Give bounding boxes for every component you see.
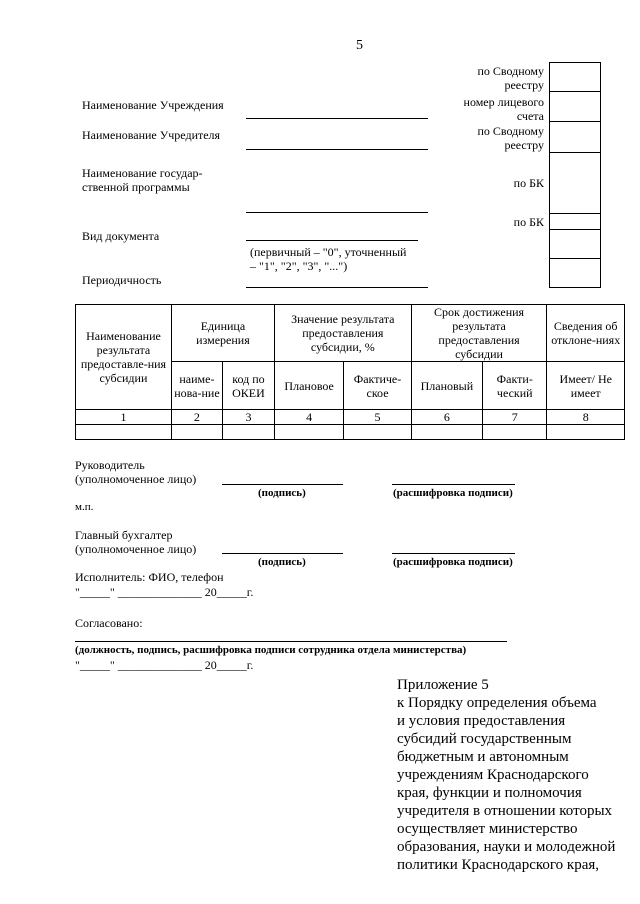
doc-type-label: Вид документа (82, 229, 160, 243)
codes-divider (549, 152, 601, 153)
appendix-title: Приложение 5 (397, 677, 489, 693)
institution-label: Наименование Учреждения (82, 98, 224, 112)
header-term-plan: Плановый (411, 362, 482, 410)
table-cell[interactable] (344, 425, 411, 440)
results-table (75, 304, 625, 440)
codes-column (549, 62, 601, 288)
header-unit-code: код по ОКЕИ (222, 362, 274, 410)
agreed-label: Согласовано: (75, 616, 143, 630)
reestr2-label: по Сводному реестру (477, 124, 544, 152)
signature-caption: (подпись) (258, 487, 306, 499)
codes-divider (549, 121, 601, 122)
header-deviation: Сведения об отклоне-ниях (547, 305, 625, 362)
signature-caption: (подпись) (258, 556, 306, 568)
appendix-line: образования, науки и молодежной (397, 839, 616, 855)
date-line: "_____" ______________ 20_____г. (75, 658, 254, 672)
executor-label: Исполнитель: ФИО, телефон (75, 570, 224, 584)
table-cell[interactable] (222, 425, 274, 440)
table-cell[interactable] (483, 425, 547, 440)
appendix-line: политики Краснодарского края, (397, 857, 600, 873)
header-value-plan: Плановое (274, 362, 343, 410)
column-number: 7 (483, 410, 547, 425)
reestr1-label: по Сводному реестру (477, 64, 544, 92)
column-number: 3 (222, 410, 274, 425)
codes-divider (549, 258, 601, 259)
head-decoding-line (392, 484, 515, 485)
column-number: 4 (274, 410, 343, 425)
accountant-decoding-line (392, 553, 515, 554)
founder-label: Наименование Учредителя (82, 128, 221, 142)
appendix-line: и условия предоставления (397, 713, 566, 729)
founder-line (246, 149, 428, 150)
program-label: Наименование государ- ственной программы (82, 166, 203, 194)
institution-line (246, 118, 428, 119)
appendix-line: учредителя в отношении которых (397, 803, 613, 819)
header-term: Срок достижения результата предоставления субсидии (411, 305, 547, 362)
codes-divider (549, 91, 601, 92)
table-cell[interactable] (274, 425, 343, 440)
agreed-caption: (должность, подпись, расшифровка подписи сотрудника отдела министерства) (75, 644, 467, 656)
column-numbers-row (76, 410, 625, 425)
appendix-line: осуществляет министерство (397, 821, 578, 837)
header-unit-name: наиме-нова-ние (171, 362, 222, 410)
page-number: 5 (356, 38, 363, 53)
header-result-name: Наименование результата предоставле-ния субсидии (76, 305, 172, 410)
codes-divider (549, 229, 601, 230)
column-number: 1 (76, 410, 172, 425)
appendix-line: учреждениям Краснодарского (397, 767, 589, 783)
bk1-label: по БК (513, 176, 544, 190)
agreed-line (75, 641, 507, 642)
header-unit: Единица измерения (171, 305, 274, 362)
header-term-fact: Факти-ческий (483, 362, 547, 410)
appendix-line: к Порядку определения объема (397, 695, 597, 711)
appendix-line: субсидий государственным (397, 731, 572, 747)
doc-type-hint: (первичный – "0", уточненный – "1", "2", "3", "...") (250, 245, 407, 273)
accountant-signature-line (222, 553, 343, 554)
column-number: 8 (547, 410, 625, 425)
appendix-line: края, функции и полномочия (397, 785, 582, 801)
decoding-caption: (расшифровка подписи) (393, 487, 513, 499)
periodicity-label: Периодичность (82, 273, 162, 287)
table-row (76, 425, 625, 440)
column-number: 2 (171, 410, 222, 425)
bk2-label: по БК (513, 215, 544, 229)
column-number: 6 (411, 410, 482, 425)
appendix-block (397, 676, 633, 874)
table-cell[interactable] (76, 425, 172, 440)
accountant-label: Главный бухгалтер (уполномоченное лицо) (75, 528, 197, 556)
table-cell[interactable] (171, 425, 222, 440)
table-cell[interactable] (547, 425, 625, 440)
appendix-line: бюджетным и автономным (397, 749, 569, 765)
header-value-fact: Фактиче-ское (344, 362, 411, 410)
decoding-caption: (расшифровка подписи) (393, 556, 513, 568)
header-value: Значение результата предоставления субсидии, % (274, 305, 411, 362)
stamp-label: м.п. (75, 501, 94, 513)
head-signature-line (222, 484, 343, 485)
head-label: Руководитель (уполномоченное лицо) (75, 458, 197, 486)
column-number: 5 (344, 410, 411, 425)
table-cell[interactable] (411, 425, 482, 440)
account-label: номер лицевого счета (463, 95, 544, 123)
date-line: "_____" ______________ 20_____г. (75, 585, 254, 599)
periodicity-line (246, 287, 428, 288)
doc-type-line (246, 240, 418, 241)
program-line (246, 212, 428, 213)
codes-divider (549, 213, 601, 214)
header-deviation-sub: Имеет/ Не имеет (547, 362, 625, 410)
